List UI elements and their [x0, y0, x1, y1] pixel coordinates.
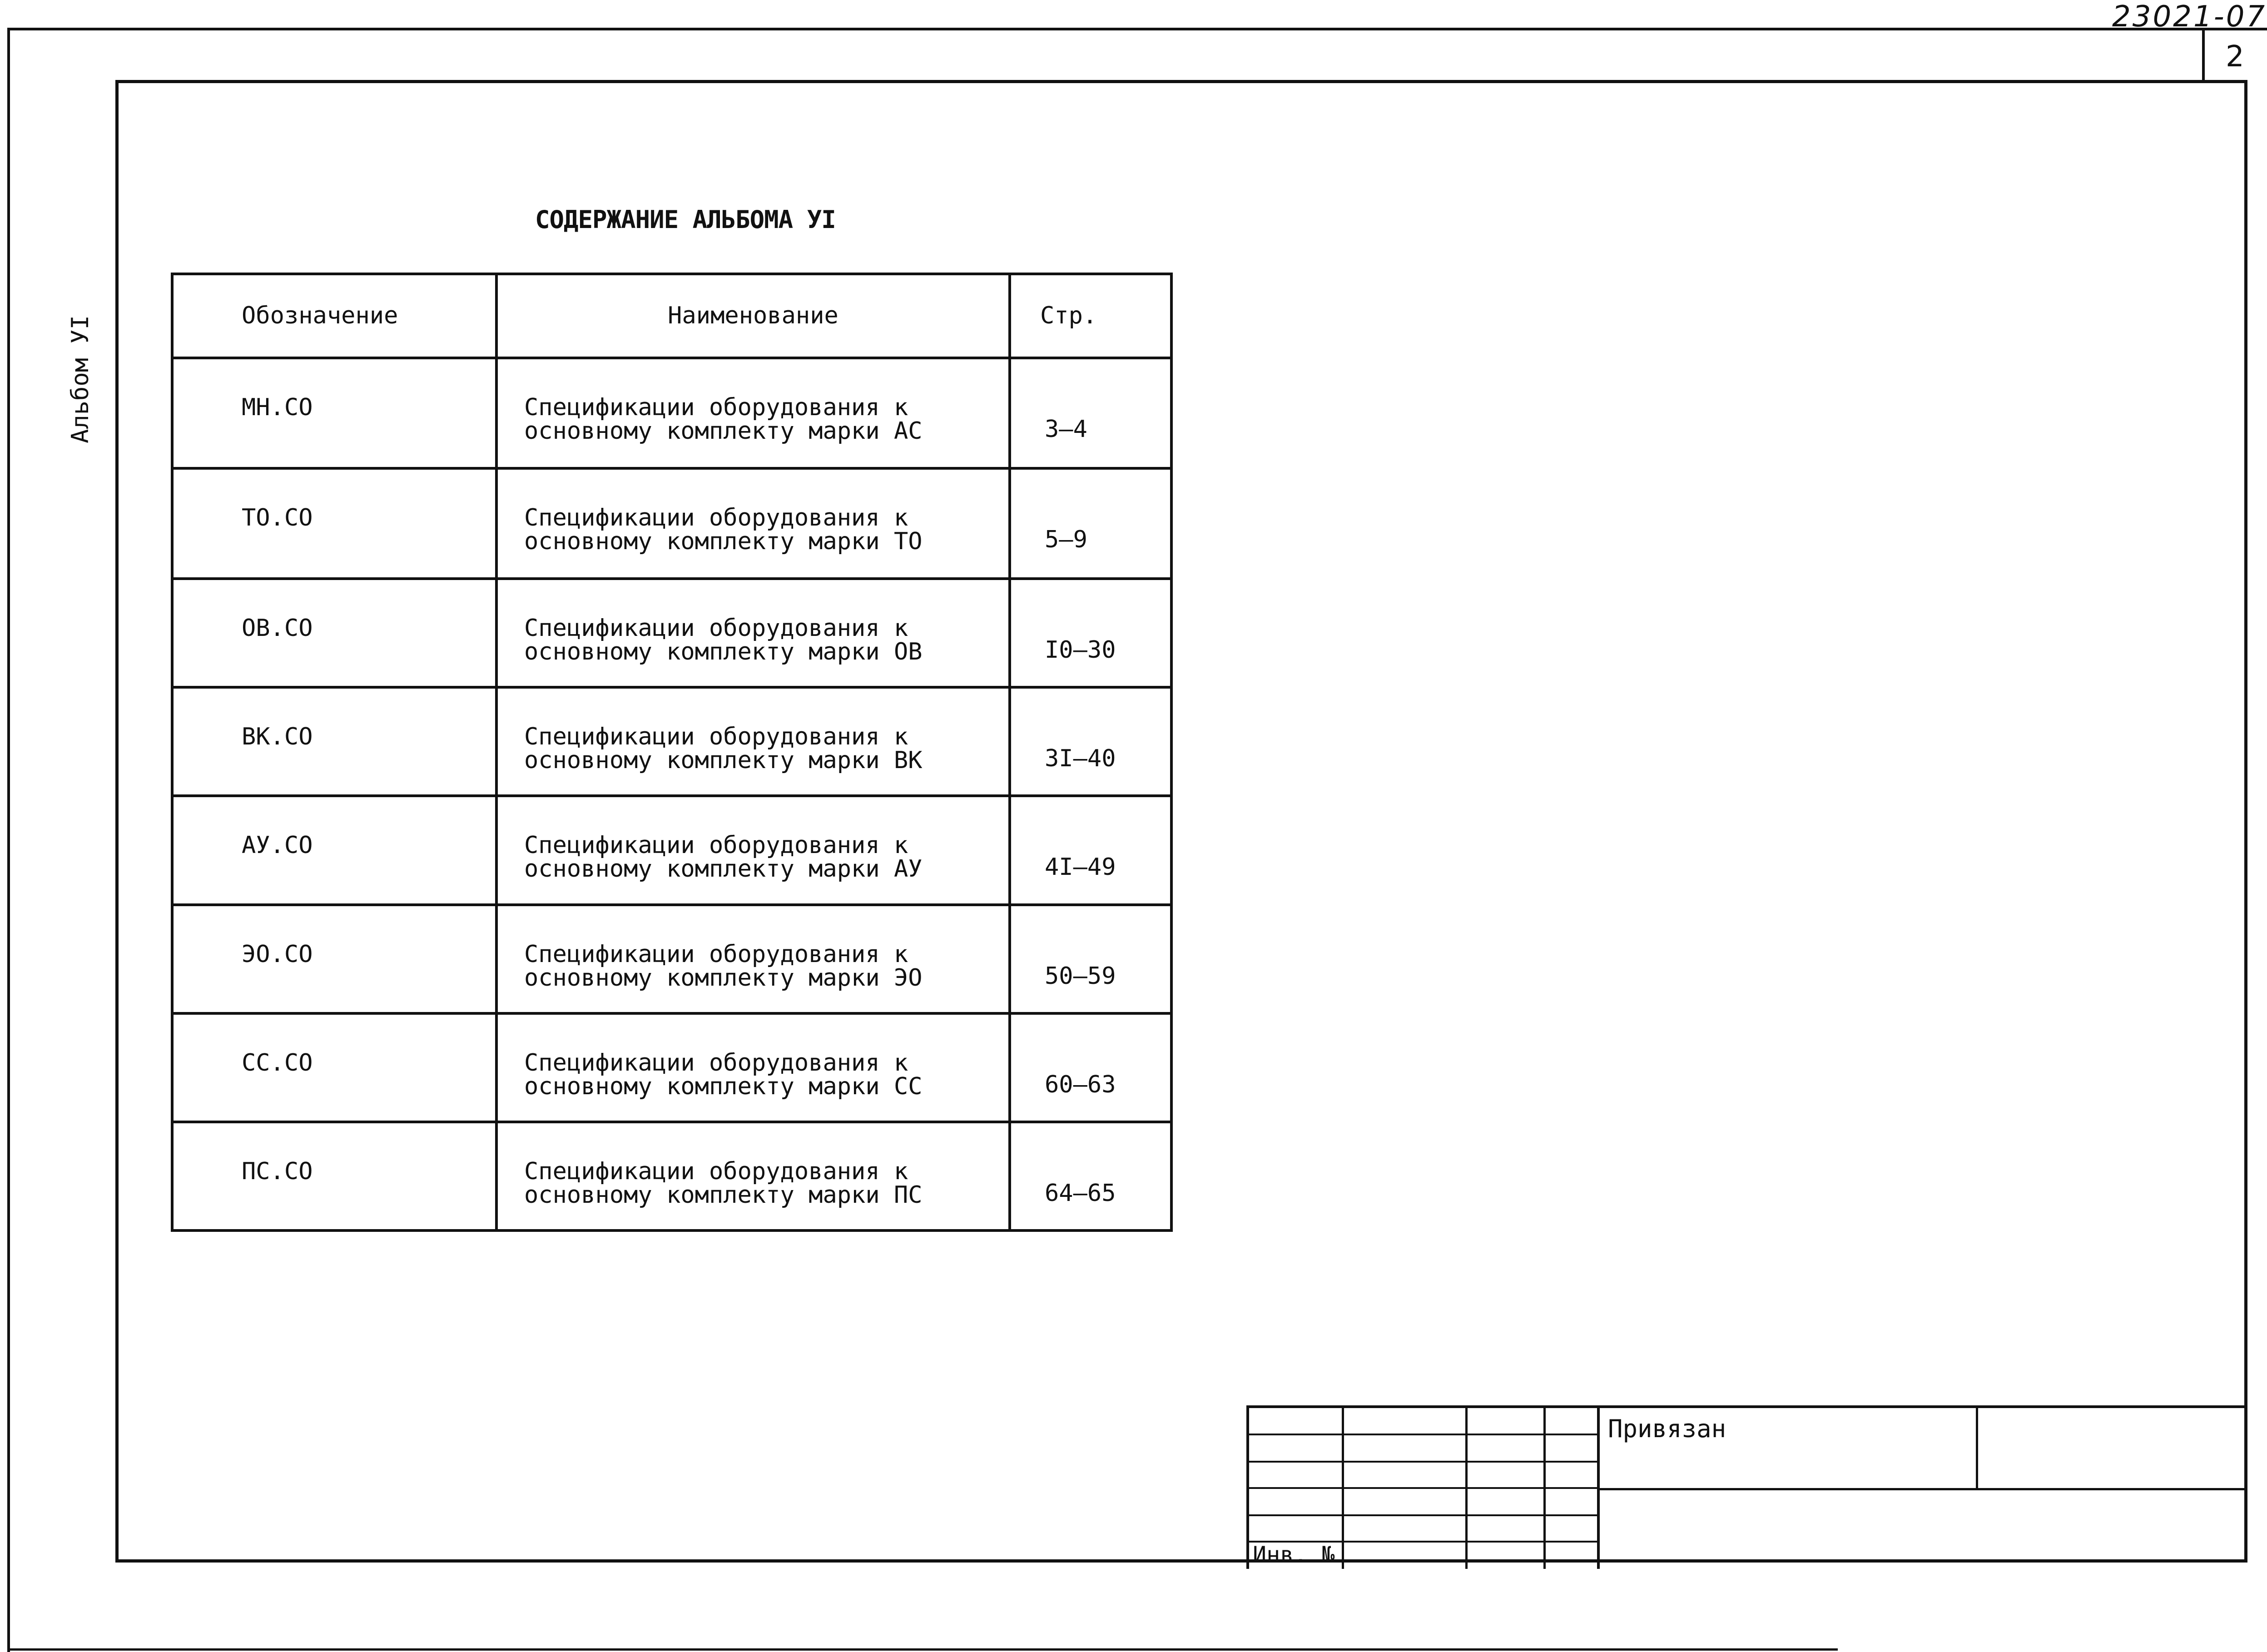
row-name-line-1: Спецификации оборудования к	[524, 393, 908, 421]
stamp-grid-line	[1249, 1461, 1600, 1463]
row-name	[496, 905, 1010, 1013]
row-name-line-1: Спецификации оборудования к	[524, 615, 908, 642]
row-name	[496, 579, 1010, 687]
table-row	[172, 579, 1171, 687]
table-row	[172, 358, 1171, 468]
row-pages: 5–9	[1010, 468, 1171, 579]
table-row	[172, 687, 1171, 796]
album-side-label	[67, 304, 94, 454]
row-code: ПС.СО	[172, 1122, 496, 1230]
row-name-line-2: основному комплекту марки ТО	[524, 528, 923, 556]
row-pages: 50–59	[1010, 905, 1171, 1013]
row-name-line-1: Спецификации оборудования к	[524, 940, 908, 968]
row-name	[496, 358, 1010, 468]
stamp-divider	[1976, 1408, 1978, 1490]
row-name-line-2: основному комплекту марки ВК	[524, 747, 923, 774]
row-pages: 64–65	[1010, 1122, 1171, 1230]
stamp-inv-label: Инв. №	[1253, 1542, 1335, 1568]
row-pages: 3I–40	[1010, 687, 1171, 796]
contents-table	[171, 273, 1173, 1232]
stamp-grid-line	[1249, 1514, 1600, 1516]
row-name-line-1: Спецификации оборудования к	[524, 832, 908, 859]
page-title: СОДЕРЖАНИЕ АЛЬБОМА УI	[535, 205, 836, 234]
document-code: 23021-07	[2112, 0, 2267, 34]
row-pages: 60–63	[1010, 1013, 1171, 1122]
row-code: ТО.СО	[172, 468, 496, 579]
row-pages: I0–30	[1010, 579, 1171, 687]
column-header-name: Наименование	[496, 274, 1010, 358]
row-name-line-1: Спецификации оборудования к	[524, 1049, 908, 1077]
row-code: ОВ.СО	[172, 579, 496, 687]
table-row	[172, 796, 1171, 904]
row-name-line-2: основному комплекту марки АС	[524, 417, 923, 445]
outer-frame-top-line	[7, 28, 2267, 30]
column-header-pages: Стр.	[1010, 274, 1171, 358]
table-row	[172, 905, 1171, 1013]
row-code: ЭО.СО	[172, 905, 496, 1013]
row-code: СС.СО	[172, 1013, 496, 1122]
row-name	[496, 1122, 1010, 1230]
row-name-line-1: Спецификации оборудования к	[524, 723, 908, 751]
row-code: ВК.СО	[172, 687, 496, 796]
outer-frame-left-line	[7, 28, 10, 1652]
row-name	[496, 1013, 1010, 1122]
row-name-line-2: основному комплекту марки ОВ	[524, 638, 923, 666]
row-name	[496, 468, 1010, 579]
album-side-label-text: Альбом УI	[67, 315, 94, 443]
stamp-linked-label: Привязан	[1608, 1414, 1726, 1443]
title-block-stamp	[1246, 1405, 2245, 1569]
row-name-line-1: Спецификации оборудования к	[524, 504, 908, 532]
sheet-number: 2	[2226, 40, 2244, 74]
row-name-line-2: основному комплекту марки АУ	[524, 855, 923, 883]
column-header-designation: Обозначение	[172, 274, 496, 358]
stamp-grid-line	[1600, 1488, 2247, 1490]
stamp-grid-line	[1249, 1487, 1600, 1489]
table-row	[172, 468, 1171, 579]
outer-frame-bottom-line	[7, 1648, 1838, 1651]
row-name-line-2: основному комплекту марки ПС	[524, 1181, 923, 1209]
row-pages: 4I–49	[1010, 796, 1171, 904]
row-name-line-2: основному комплекту марки ЭО	[524, 964, 923, 992]
table-row	[172, 1122, 1171, 1230]
row-name	[496, 796, 1010, 904]
row-pages: 3–4	[1010, 358, 1171, 468]
stamp-grid-line	[1249, 1434, 1600, 1435]
row-name-line-2: основному комплекту марки СС	[524, 1072, 923, 1100]
table-header-row	[172, 274, 1171, 358]
table-row	[172, 1013, 1171, 1122]
row-code: МН.СО	[172, 358, 496, 468]
row-name-line-1: Спецификации оборудования к	[524, 1157, 908, 1185]
row-code: АУ.СО	[172, 796, 496, 904]
row-name	[496, 687, 1010, 796]
